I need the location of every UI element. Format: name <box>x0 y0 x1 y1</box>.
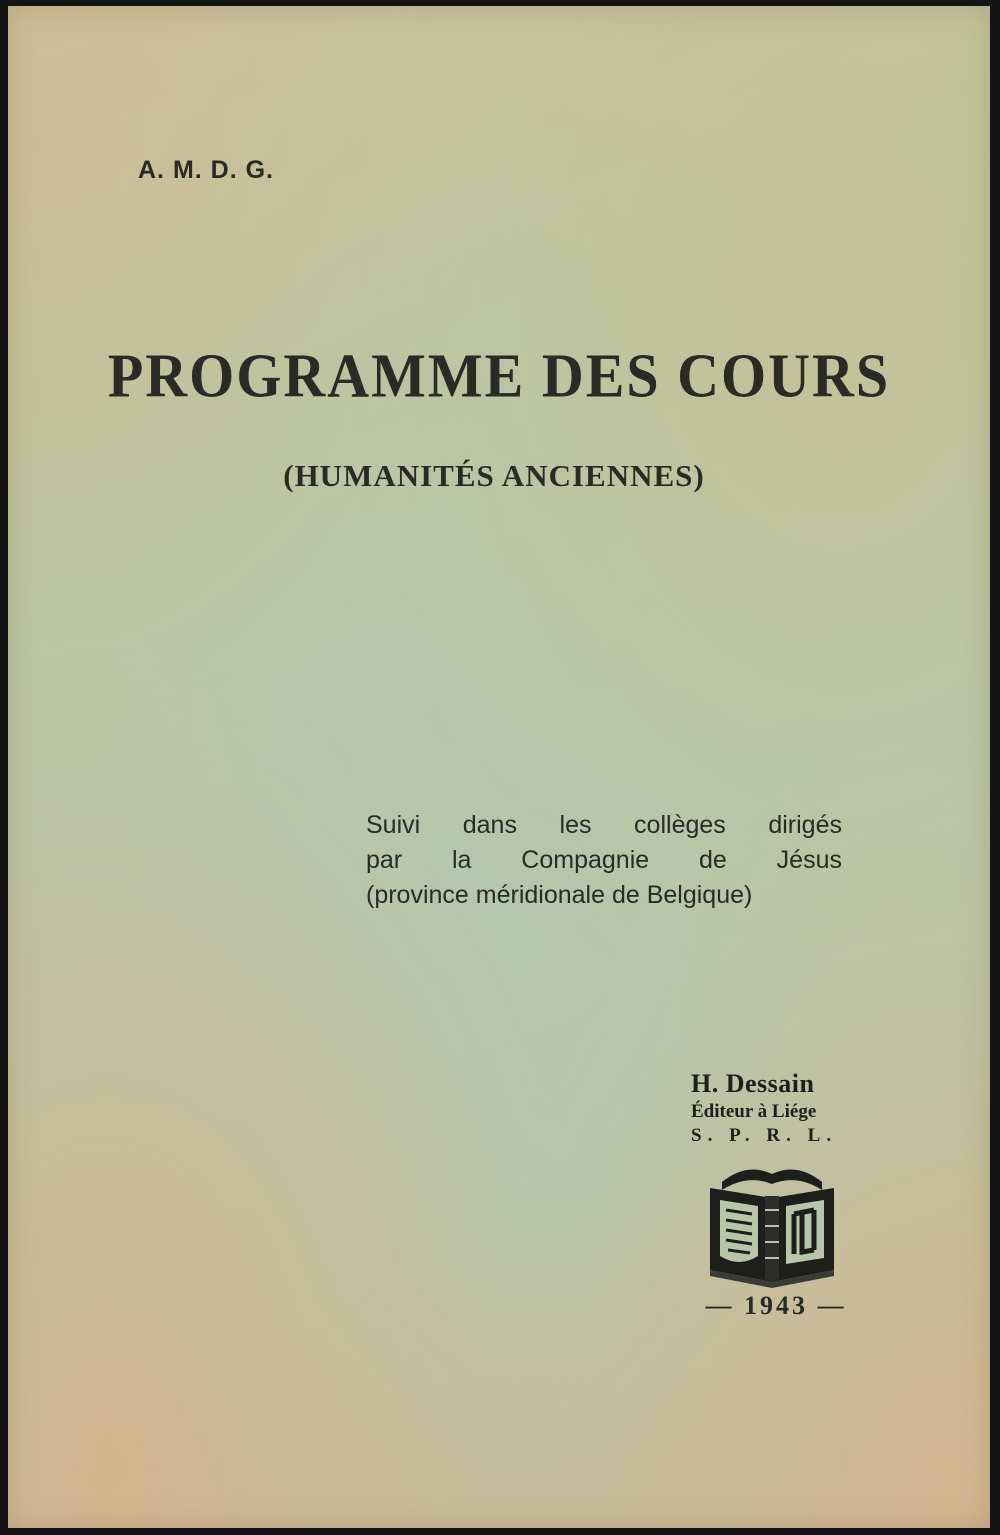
publisher-location: Éditeur à Liége <box>691 1101 817 1122</box>
publication-year: — 1943 — <box>705 1291 847 1320</box>
book-cover <box>8 6 990 1528</box>
cover-title: PROGRAMME DES COURS <box>107 340 891 411</box>
description-block <box>366 808 842 913</box>
header-mark: A. M. D. G. <box>138 156 274 184</box>
publisher-name: H. Dessain <box>691 1069 815 1098</box>
cover-subtitle: (HUMANITÉS ANCIENNES) <box>283 458 705 493</box>
description-line: par la Compagnie de Jésus <box>366 846 842 874</box>
description-line: (province méridionale de Belgique) <box>366 881 753 909</box>
publisher-company-form: S. P. R. L. <box>691 1125 838 1146</box>
publisher-block <box>691 1069 851 1147</box>
book-emblem-icon <box>702 1160 842 1290</box>
description-line: Suivi dans les collèges dirigés <box>366 811 842 839</box>
